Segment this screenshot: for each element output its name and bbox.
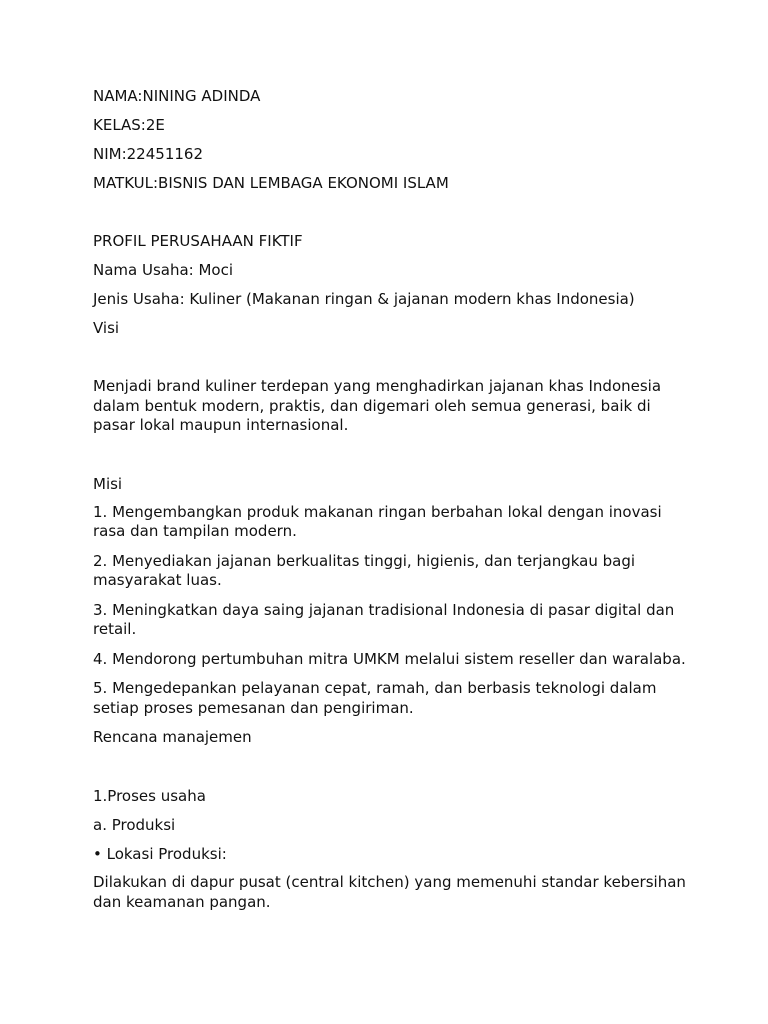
document-page — [93, 86, 693, 912]
lokasi-text: Dilakukan di dapur pusat (central kitchen) yang memenuhi standar kebersihan dan keamanan pangan. — [93, 873, 686, 911]
business-name: Nama Usaha: Moci — [93, 261, 234, 279]
lokasi-bullet: • Lokasi Produksi: — [93, 845, 227, 863]
visi-heading: Visi — [93, 319, 120, 337]
profile-title: PROFIL PERUSAHAAN FIKTIF — [93, 232, 303, 250]
misi-item: 3. Meningkatkan daya saing jajanan tradisional Indonesia di pasar digital dan retail. — [93, 600, 675, 638]
manajemen-heading: Rencana manajemen — [93, 728, 252, 746]
proses-heading: 1.Proses usaha — [93, 787, 206, 805]
misi-heading: Misi — [93, 474, 123, 493]
course-name: MATKUL:BISNIS DAN LEMBAGA EKONOMI ISLAM — [93, 174, 449, 192]
produksi-heading: a. Produksi — [93, 816, 176, 834]
student-nim: NIM:22451162 — [93, 145, 203, 163]
student-class: KELAS:2E — [93, 116, 165, 134]
misi-item: 2. Menyediakan jajanan berkualitas tinggi, higienis, dan terjangkau bagi masyarakat luas. — [93, 551, 636, 589]
misi-item: 5. Mengedepankan pelayanan cepat, ramah, dan berbasis teknologi dalam setiap proses pemesanan dan pengiriman. — [93, 679, 657, 717]
business-type: Jenis Usaha: Kuliner (Makanan ringan & jajanan modern khas Indonesia) — [93, 290, 635, 308]
visi-text: Menjadi brand kuliner terdepan yang menghadirkan jajanan khas Indonesia dalam bentuk modern, praktis, dan digemari oleh semua generasi, baik di pasar lokal maupun internasional. — [93, 377, 662, 434]
misi-item: 1. Mengembangkan produk makanan ringan berbahan lokal dengan inovasi rasa dan tampilan modern. — [93, 502, 662, 540]
student-name: NAMA:NINING ADINDA — [93, 87, 261, 105]
misi-item: 4. Mendorong pertumbuhan mitra UMKM melalui sistem reseller dan waralaba. — [93, 649, 686, 668]
